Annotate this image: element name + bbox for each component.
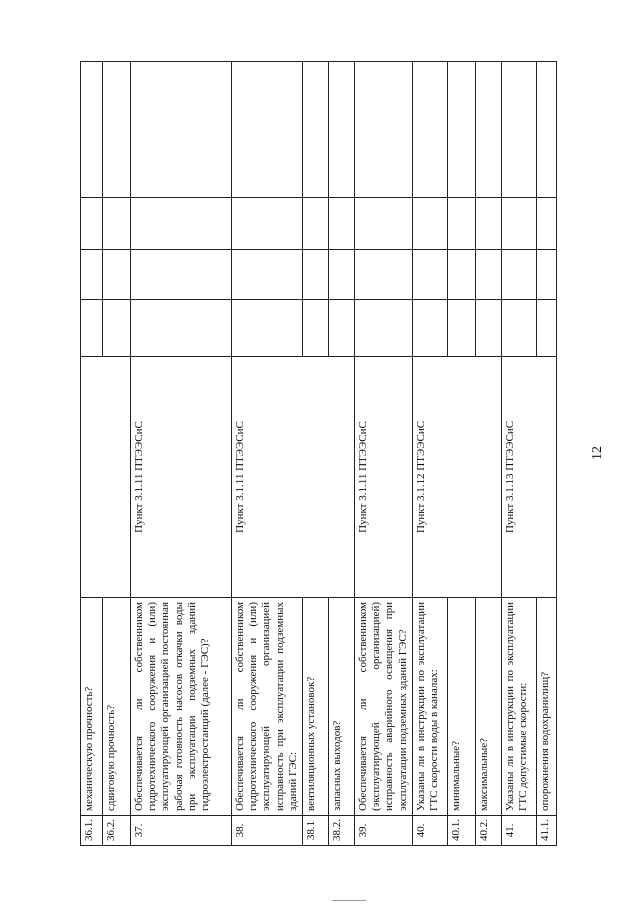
table-row: [131, 62, 232, 846]
answer-yes-cell: [131, 300, 232, 357]
answer-na-cell: [328, 198, 354, 250]
question-cell: минимальные?: [447, 598, 475, 816]
row-number: 38.2.: [328, 816, 354, 846]
row-number: 38.1: [302, 816, 328, 846]
table-row: [81, 62, 103, 846]
answer-no-cell: [412, 250, 447, 300]
answer-na-cell: [475, 198, 501, 250]
notes-cell: [81, 62, 103, 198]
row-number: 39.: [354, 816, 412, 846]
reference-cell: Пункт 3.1.11 ПТЭЭСиС: [354, 357, 412, 598]
table-row: [232, 62, 303, 846]
answer-yes-cell: [501, 300, 536, 357]
question-cell: механическую прочность?: [81, 598, 103, 816]
answer-no-cell: [328, 250, 354, 300]
checklist-table: [80, 61, 557, 846]
row-number: 40.2.: [475, 816, 501, 846]
answer-yes-cell: [354, 300, 412, 357]
row-number: 40.: [412, 816, 447, 846]
row-number: 38.: [232, 816, 303, 846]
answer-yes-cell: [232, 300, 303, 357]
row-number: 37.: [131, 816, 232, 846]
notes-cell: [501, 62, 536, 198]
notes-cell: [103, 62, 131, 198]
answer-na-cell: [232, 198, 303, 250]
answer-na-cell: [302, 198, 328, 250]
answer-no-cell: [475, 250, 501, 300]
question-cell: максимальные?: [475, 598, 501, 816]
answer-na-cell: [103, 198, 131, 250]
row-number: 41.1.: [536, 816, 556, 846]
reference-cell: Пункт 3.1.13 ПТЭЭСиС: [501, 357, 556, 598]
notes-cell: [475, 62, 501, 198]
question-cell: Обеспечивается ли собственником (эксплуатирующей организацией) исправность аварийного освещения при эксплуатации подземных зданий ГЭС?: [354, 598, 412, 816]
answer-no-cell: [103, 250, 131, 300]
answer-no-cell: [354, 250, 412, 300]
question-cell: вентиляционных установок?: [302, 598, 328, 816]
scan-edge-mark: [332, 900, 366, 901]
row-number: 36.1.: [81, 816, 103, 846]
notes-cell: [447, 62, 475, 198]
answer-na-cell: [412, 198, 447, 250]
notes-cell: [131, 62, 232, 198]
answer-yes-cell: [302, 300, 328, 357]
page-number: 12: [590, 446, 605, 460]
answer-no-cell: [501, 250, 536, 300]
answer-na-cell: [354, 198, 412, 250]
answer-no-cell: [232, 250, 303, 300]
answer-na-cell: [536, 198, 556, 250]
answer-no-cell: [536, 250, 556, 300]
row-number: 41.: [501, 816, 536, 846]
answer-yes-cell: [81, 300, 103, 357]
checklist-rotated-container: [80, 62, 551, 846]
question-cell: Обеспечивается ли собственником гидротехнического сооружения и (или) эксплуатирующей организацией постоянная рабочая готовность насосов откачки воды при эксплуатации подземных зданий гидроэлектростанций (далее - ГЭС)?: [131, 598, 232, 816]
notes-cell: [354, 62, 412, 198]
answer-yes-cell: [447, 300, 475, 357]
answer-yes-cell: [103, 300, 131, 357]
table-row: [354, 62, 412, 846]
reference-cell: Пункт 3.1.12 ПТЭЭСиС: [412, 357, 501, 598]
table-row: [501, 62, 536, 846]
table-row: [412, 62, 447, 846]
question-cell: Обеспечивается ли собственником гидротехнического сооружения и (или) эксплуатирующей организацией исправность при эксплуатации подземных зданий ГЭС:: [232, 598, 303, 816]
answer-na-cell: [501, 198, 536, 250]
reference-cell: Пункт 3.1.11 ПТЭЭСиС: [131, 357, 232, 598]
answer-yes-cell: [536, 300, 556, 357]
reference-cell: [81, 357, 131, 598]
notes-cell: [412, 62, 447, 198]
notes-cell: [536, 62, 556, 198]
answer-na-cell: [447, 198, 475, 250]
answer-yes-cell: [412, 300, 447, 357]
question-cell: Указаны ли в инструкции по эксплуатации ГТС допустимые скорости:: [501, 598, 536, 816]
answer-yes-cell: [475, 300, 501, 357]
checklist-frame: [80, 62, 551, 846]
answer-no-cell: [131, 250, 232, 300]
row-number: 36.2.: [103, 816, 131, 846]
answer-na-cell: [81, 198, 103, 250]
answer-yes-cell: [328, 300, 354, 357]
reference-cell: Пункт 3.1.11 ПТЭЭСиС: [232, 357, 355, 598]
question-cell: запасных выходов?: [328, 598, 354, 816]
notes-cell: [302, 62, 328, 198]
answer-no-cell: [81, 250, 103, 300]
row-number: 40.1.: [447, 816, 475, 846]
question-cell: сдвиговую прочность?: [103, 598, 131, 816]
notes-cell: [232, 62, 303, 198]
answer-no-cell: [447, 250, 475, 300]
notes-cell: [328, 62, 354, 198]
answer-na-cell: [131, 198, 232, 250]
question-cell: Указаны ли в инструкции по эксплуатации ГТС скорости воды в каналах:: [412, 598, 447, 816]
question-cell: опорожнения водохранилищ?: [536, 598, 556, 816]
answer-no-cell: [302, 250, 328, 300]
